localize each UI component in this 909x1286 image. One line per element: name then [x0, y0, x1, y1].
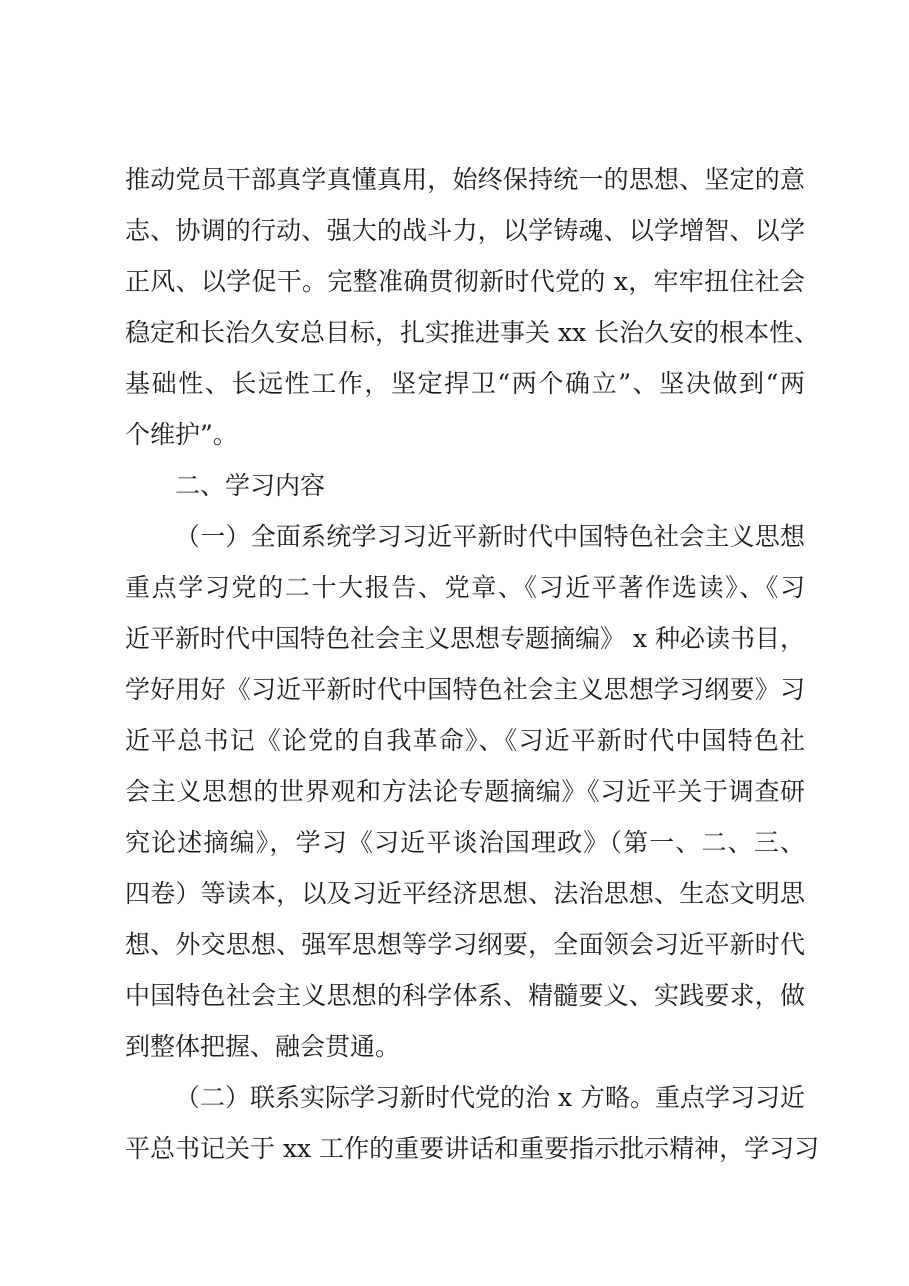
body-text-line: 重点学习党的二十大报告、党章、《习近平著作选读》、《习 [125, 573, 805, 602]
subsection-heading: （一）全面系统学习习近平新时代中国特色社会主义思想 [175, 522, 805, 551]
body-text-line: 平总书记关于 xx 工作的重要讲话和重要指示批示精神，学习习 [125, 1134, 820, 1163]
body-text-line: 基础性、长远性工作，坚定捍卫“两个确立”、坚决做到“两 [125, 369, 805, 398]
body-text-line: 志、协调的行动、强大的战斗力，以学铸魂、以学增智、以学 [125, 216, 805, 245]
body-text-line: 会主义思想的世界观和方法论专题摘编》《习近平关于调查研 [125, 777, 805, 806]
body-text-line: 到整体把握、融会贯通。 [125, 1032, 401, 1061]
body-text-line: 中国特色社会主义思想的科学体系、精髓要义、实践要求，做 [125, 981, 805, 1010]
section-heading: 二、学习内容 [175, 471, 326, 500]
body-text-line: 稳定和长治久安总目标，扎实推进事关 xx 长治久安的根本性、 [125, 318, 820, 347]
body-text-line: 正风、以学促干。完整准确贯彻新时代党的 x，牢牢扭住社会 [125, 267, 805, 296]
body-text-line: 近平新时代中国特色社会主义思想专题摘编》 x 种必读书目， [125, 624, 805, 653]
body-text-line: 推动党员干部真学真懂真用，始终保持统一的思想、坚定的意 [125, 165, 805, 194]
body-text-line: 四卷）等读本，以及习近平经济思想、法治思想、生态文明思 [125, 879, 805, 908]
body-text-line: 近平总书记《论党的自我革命》、《习近平新时代中国特色社 [125, 726, 805, 755]
body-text-line: 学好用好《习近平新时代中国特色社会主义思想学习纲要》习 [125, 675, 805, 704]
body-text-line: 个维护”。 [125, 420, 238, 449]
body-text-line: 究论述摘编》，学习《习近平谈治国理政》（第一、二、三、 [125, 828, 805, 857]
body-text-line: 想、外交思想、强军思想等学习纲要，全面领会习近平新时代 [125, 930, 805, 959]
subsection-heading: （二）联系实际学习新时代党的治 x 方略。重点学习习近 [175, 1083, 805, 1112]
